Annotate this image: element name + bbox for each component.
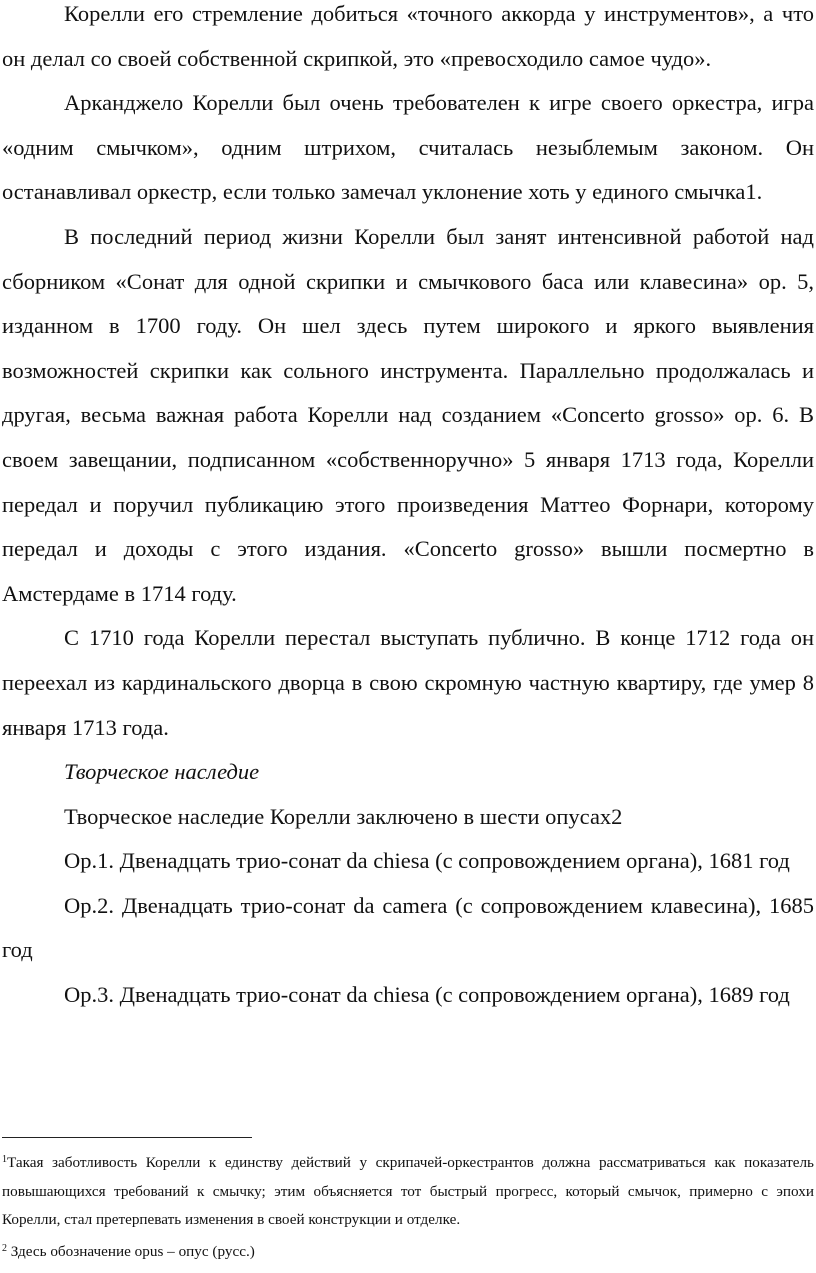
footnote-2 [2,1235,814,1267]
footnote-text: Здесь обозначение opus – опус (русс.) [7,1242,255,1260]
footnotes [2,1137,814,1266]
paragraph: Арканджело Корелли был очень требователен к игре своего оркестра, игра «одним смычком», одним штрихом, считалась незыблемым законом. Он останавливал оркестр, если только замечал уклонение хоть у единого смычка1. [2,90,814,205]
footnote-mark: 1 [2,1154,7,1165]
paragraph: Корелли его стремление добиться «точного аккорда у инструментов», а что он делал со своей собственной скрипкой, это «превосходило самое чудо». [2,1,814,71]
opus-item: Op.1. Двенадцать трио-сонат da chiesa (с сопровождением органа), 1681 год [64,848,790,874]
document-body [2,0,814,1018]
opus-item: Op.3. Двенадцать трио-сонат da chiesa (с сопровождением органа), 1689 год [64,982,790,1008]
section-heading: Творческое наследие [64,759,260,785]
heritage-intro: Творческое наследие Корелли заключено в шести опусах2 [64,803,623,829]
footnote-separator [2,1137,252,1138]
footnote-mark: 2 [2,1242,7,1254]
paragraph: С 1710 года Корелли перестал выступать публично. В конце 1712 года он переехал из кардинальского дворца в свою скромную частную квартиру, где умер 8 января 1713 года. [2,625,814,740]
footnote-1 [2,1146,814,1235]
footnote-text: Такая заботливость Корелли к единству действий у скрипачей-оркестрантов должна рассматриваться как показатель повышающихся требований к смычку; этим объясняется тот быстрый прогресс, который смычок, примерно с эпохи Корелли, стал претерпевать изменения в своей конструкции и отделке. [2,1154,814,1228]
opus-item: Op.2. Двенадцать трио-сонат da camera (с сопровождением клавесина), 1685 год [2,892,814,963]
paragraph: В последний период жизни Корелли был занят интенсивной работой над сборником «Сонат для одной скрипки и смычкового баса или клавесина» ор. 5, изданном в 1700 году. Он шел здесь путем широкого и яркого выявления возможностей скрипки как сольного инструмента. Параллельно продолжалась и другая, весьма важная работа Корелли над созданием «Concerto grosso» ор. 6. В своем завещании, подписанном «собственноручно» 5 января 1713 года, Корелли передал и поручил публикацию этого произведения Маттео Форнари, которому передал и доходы с этого издания. «Concerto grosso» вышли посмертно в Амстердаме в 1714 году. [2,223,814,606]
